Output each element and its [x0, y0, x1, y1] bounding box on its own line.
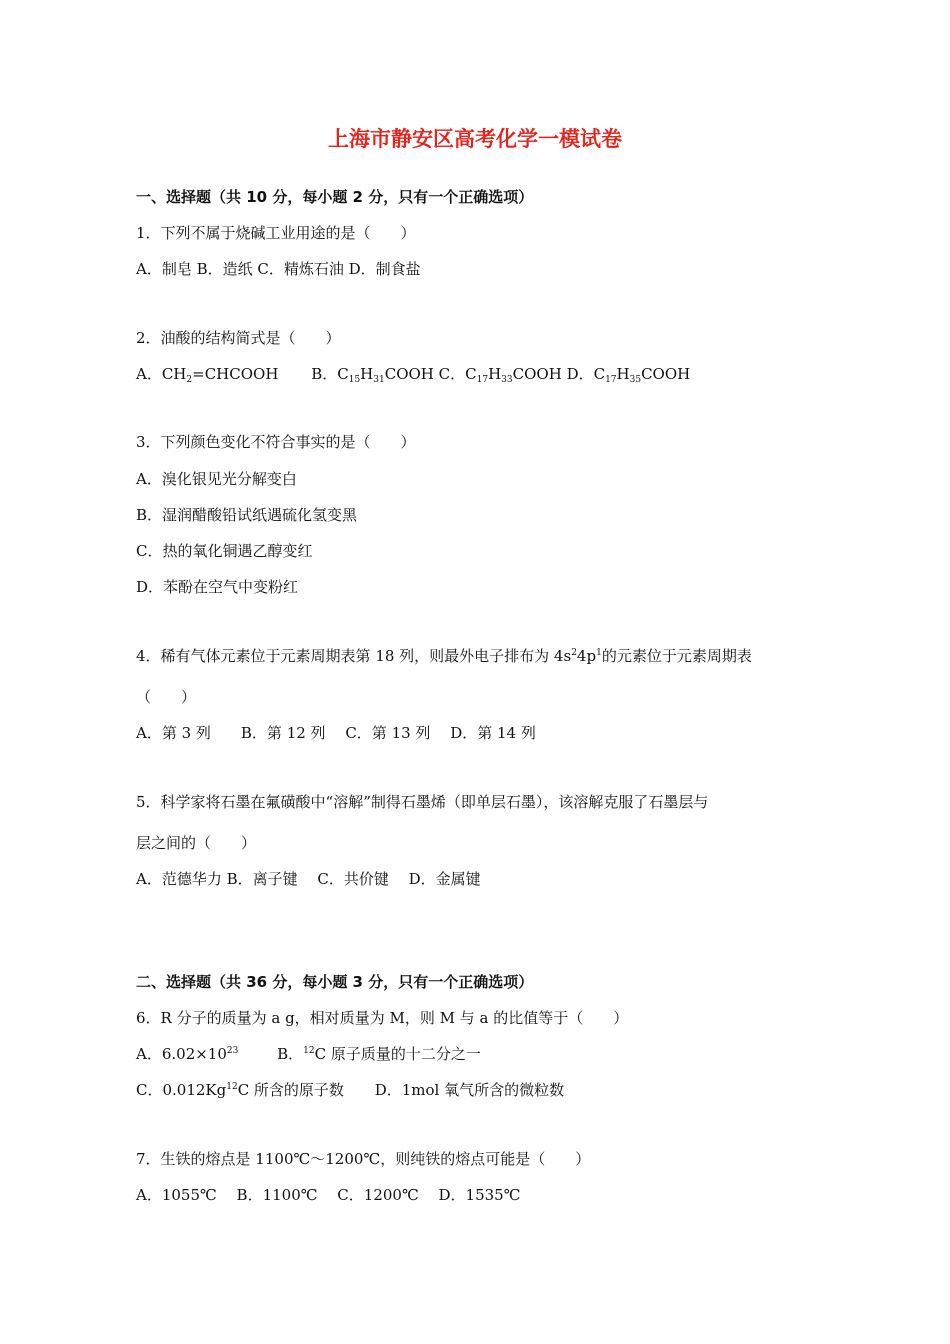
question-2-options — [136, 363, 690, 385]
question-5-options: A．范德华力 B．离子键 C．共价键 D．金属键 — [136, 870, 481, 888]
question-1-options: A．制皂 B．造纸 C．精炼石油 D．制食盐 — [136, 260, 421, 278]
question-7-options: A．1055℃ B．1100℃ C．1200℃ D．1535℃ — [136, 1186, 521, 1204]
question-5-stem-continued: 层之间的（ ） — [136, 834, 257, 852]
question-6-options-ab — [136, 1043, 481, 1064]
page-title: 上海市静安区高考化学一模试卷 — [328, 127, 622, 151]
question-2-stem: 2．油酸的结构简式是（ ） — [136, 329, 341, 347]
question-6-options-cd — [136, 1079, 564, 1100]
option-b: B．$C_{15}H_{31}COOH$ — [311, 365, 434, 385]
question-4-options: A．第 3 列 B．第 12 列 C．第 13 列 D．第 14 列 — [136, 724, 536, 742]
question-4-stem-continued: （ ） — [136, 688, 197, 706]
option-d: D．$C_{17}H_{35}COOH$ — [566, 365, 691, 385]
option-c: C．$C_{17}H_{33}COOH$ — [438, 365, 562, 385]
question-3-stem: 3．下列颜色变化不符合事实的是（ ） — [136, 433, 416, 451]
option-a: A．$CH_2=CHCOOH$ — [136, 365, 279, 385]
option-d: D．1mol 氧气所含的微粒数 — [374, 1081, 565, 1099]
question-3-option-b: B．湿润醋酸铅试纸遇硫化氢变黑 — [136, 506, 358, 524]
option-a: A．$6.02\times 10^{23}$ — [136, 1045, 239, 1063]
question-6-stem: 6．R 分子的质量为 a g，相对质量为 M，则 M 与 a 的比值等于（ ） — [136, 1009, 629, 1027]
question-3-option-d: D．苯酚在空气中变粉红 — [136, 578, 299, 596]
section-1-heading: 一、选择题（共 10 分，每小题 2 分，只有一个正确选项） — [136, 188, 534, 206]
question-7-stem: 7．生铁的熔点是 1100℃～1200℃，则纯铁的熔点可能是（ ） — [136, 1150, 591, 1168]
question-5-stem: 5．科学家将石墨在氟磺酸中“溶解”制得石墨烯（即单层石墨），该溶解克服了石墨层与 — [136, 793, 709, 811]
question-3-option-c: C．热的氧化铜遇乙醇变红 — [136, 542, 313, 560]
option-c: C．0.012Kg$^{12}$C 所含的原子数 — [136, 1081, 344, 1099]
question-1-stem: 1．下列不属于烧碱工业用途的是（ ） — [136, 224, 416, 242]
section-2-heading: 二、选择题（共 36 分，每小题 3 分，只有一个正确选项） — [136, 973, 534, 991]
option-b: B．$^{12}$C 原子质量的十二分之一 — [277, 1045, 481, 1063]
question-3-option-a: A．溴化银见光分解变白 — [136, 470, 297, 488]
question-4-stem: 4．稀有气体元素位于元素周期表第 18 列，则最外电子排布为 $4s^24p^1$的元素位于元素周期表 — [136, 647, 752, 665]
